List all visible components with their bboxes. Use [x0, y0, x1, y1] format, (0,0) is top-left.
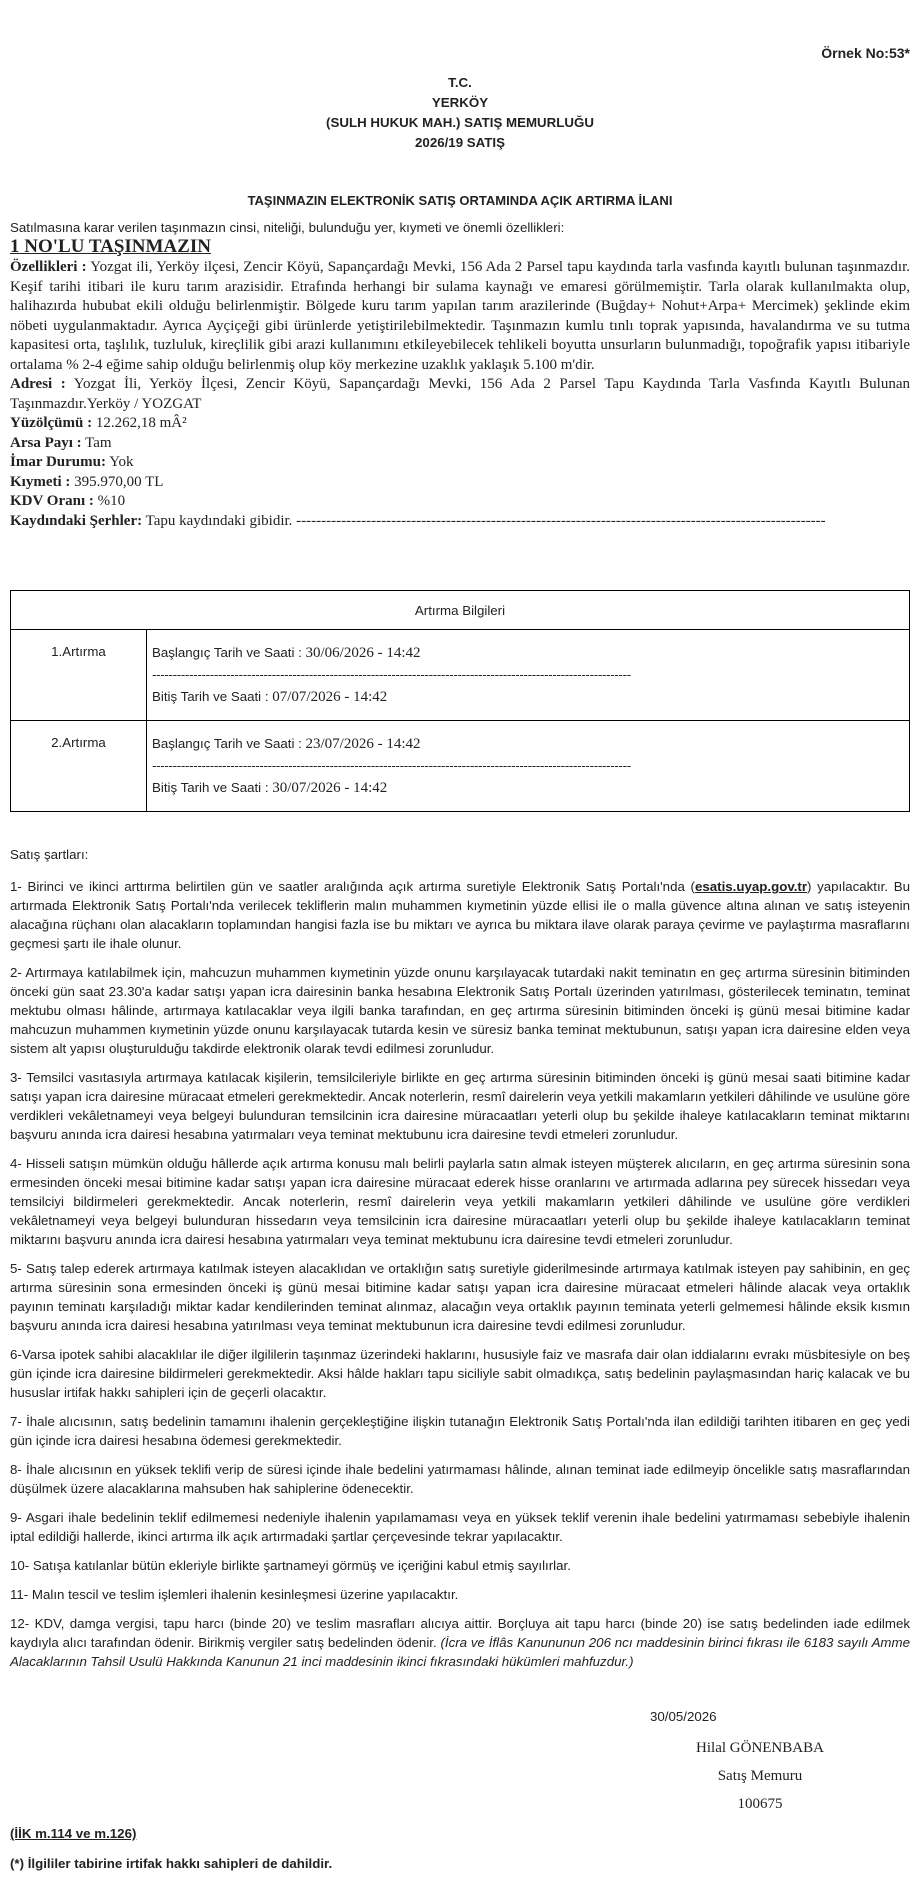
- condition-item: 10- Satışa katılanlar bütün ekleriyle birlikte şartnameyi görmüş ve içeriğini kabul etmiş sayılırlar.: [10, 1558, 571, 1573]
- condition-item: 1- Birinci ve ikinci arttırma belirtilen gün ve saatler aralığında açık artırma suretiyle Elektronik Satış Portalı'nda (esatis.uyap.gov.tr) yapılacaktır. Bu artırmada Elektronik Satış Portalı'nda verilecek tekliflerin malın muhammen kıymetinin yüzde ellisi ile o malla güvence altına alınan ve satış isteyenin alacağına rüçhanı olan alacakların toplamından hangisi fazla ise bu miktarı ve ayrıca bu miktara ilave olarak paraya çevirme ve paylaştırma masraflarını geçmesi şartı ile ihale olunur.: [10, 879, 910, 951]
- signature-number: 100675: [737, 1796, 783, 1812]
- property-ozellikler: Özellikleri : Yozgat ili, Yerköy ilçesi, Zencir Köyü, Sapançardağı Mevki, 156 Ada 2 Parsel tapu kaydında tarla vasfında kayıtlı bulunan taşınmazdır. Keşif tarihi itibari ile kuru tarım arazisidir. Etrafında herhangi bir sulama kaynağı ve emaresi görülmemiştir. Tarla olarak kullanılmakta olup, halihazırda hububat ekili olduğu belirlenmiştir. Bölgede kuru tarım yapılan tarım arazilerinde (Buğday+ Nohut+Arpa+ Mercimek) şeklinde ekim nöbeti uygulanmaktadır. Ayrıca Ayçiçeği gibi ürünlerde yetiştirilebilmektedir. Taşınmazın kumlu tınlı toprak yapısında, havalandırma ve su tutma kapasitesi orta, taşlılık, tuzluluk, kireçlilik gibi arazi kullanımını etkileyebilecek tehlikeli boyutta unsurların bulunmadığı, topoğrafik yapısı itibariyle ortalama % 2-4 eğime sahip olduğu belirlenmiş olup köy merkezine uzaklık yaklaşık 5.100 m'dir.: [10, 259, 911, 373]
- property-heading: 1 NO'LU TAŞINMAZIN: [10, 236, 211, 257]
- condition-item: 9- Asgari ihale bedelinin teklif edilmemesi nedeniyle ihalenin yapılamaması veya en yüksek teklif verenin ihale bedelini yatırmaması sebebiyle ihalenin iptal edildiği hallerde, ikinci artırma ilk açık artırmadaki şartlar çerçevesinde tekrar yapılacaktır.: [10, 1510, 910, 1544]
- intro-text: Satılmasına karar verilen taşınmazın cinsi, niteliği, bulunduğu yer, kıymeti ve önemli özellikleri:: [10, 220, 565, 235]
- table-row: [11, 630, 910, 721]
- signature-name: Hilal GÖNENBABA: [696, 1740, 824, 1756]
- ornek-no: Örnek No:53*: [821, 45, 910, 61]
- condition-item: 6-Varsa ipotek sahibi alacaklılar ile diğer ilgililerin taşınmaz üzerindeki haklarını, hususiyle faiz ve masrafa dair olan iddialarını evrakı müsbitesiyle on beş gün içinde icra dairesine bildirmeleri gerekmektedir. Aksi hâlde hakları tapu siciliyle sabit olmadıkça, satış bedelinin paylaşmasından hariç kalacak ve bu hususlar irtifak hakkı sahipleri için de geçerli olacaktır.: [10, 1347, 910, 1400]
- header-office: (SULH HUKUK MAH.) SATIŞ MEMURLUĞU: [326, 115, 594, 130]
- signature-title: Satış Memuru: [717, 1768, 803, 1784]
- artirma-label: 2.Artırma: [11, 721, 147, 812]
- property-serhler: Kaydındaki Şerhler: Tapu kaydındaki gibidir. ----------------------------------------------------------------------------------------------------------: [10, 512, 826, 529]
- conditions-title: Satış şartları:: [10, 847, 89, 862]
- property-kdv: KDV Oranı : %10: [10, 493, 126, 509]
- artirma-dates: Başlangıç Tarih ve Saati : 23/07/2026 - 14:42 -------------------------------------------------------------------------------------------------------------------- Bitiş Tarih ve Saati : 30/07/2026 - 14:42: [147, 721, 910, 812]
- condition-item: 7- İhale alıcısının, satış bedelinin tamamını ihalenin gerçekleştiğine ilişkin tutanağın Elektronik Satış Portalı'nda ilan edildiği tarihten itibaren en geç yedi gün içinde icra dairesi hesabına ödemesi gerekmektedir.: [10, 1414, 910, 1448]
- separator-line: --------------------------------------------------------------------------------------------------------------------: [152, 667, 631, 682]
- header-city: YERKÖY: [431, 95, 489, 110]
- condition-item: 11- Malın tescil ve teslim işlemleri ihalenin kesinleşmesi üzerine yapılacaktır.: [10, 1587, 459, 1602]
- property-arsa-payi: Arsa Payı : Tam: [10, 434, 112, 451]
- start-date: 30/06/2026 - 14:42: [305, 645, 421, 661]
- property-details: [10, 236, 910, 531]
- condition-item: 12- KDV, damga vergisi, tapu harcı (binde 20) ve teslim masrafları alıcıya aittir. Borçluya ait tapu harcı (binde 20) ise satış bedelinden iade edilmek kaydıyla alıcı tarafından ödenir. Birikmiş vergiler satış bedelinden ödenir. (İcra ve İflâs Kanununun 206 ncı maddesinin birinci fıkrası ile 6183 sayılı Amme Alacaklarının Tahsil Usulü Hakkında Kanunun 21 inci maddesinin ikinci fıkrasındaki hükümleri mahfuzdur.): [10, 1616, 910, 1669]
- start-date: 23/07/2026 - 14:42: [305, 736, 421, 752]
- end-date: 07/07/2026 - 14:42: [272, 689, 388, 705]
- property-yuzolcumu: Yüzölçümü : 12.262,18 mÂ²: [10, 415, 187, 431]
- header-file-no: 2026/19 SATIŞ: [415, 135, 505, 150]
- condition-item: 2- Artırmaya katılabilmek için, mahcuzun muhammen kıymetinin yüzde onunu karşılayacak tutardaki nakit teminatın en geç artırma süresinin bitiminden önceki gün saat 23.30'a kadar satışı yapan icra dairesinin banka hesabına Elektronik Satış Portalı üzerinden yatırılması, gösterilecek teminatın, teminat mektubu olması hâlinde, artırmaya katılacaklar veya ilgili banka tarafından, en geç artırma süresinin bitiminden önceki iş günü mesai bitimine kadar mahcuzun muhammen kıymetinin yüzde onunu karşılayacak tutarda kesin ve süresiz banka teminat mektubunun, satışı yapan icra dairesine elden veya sistem alt yapısı oluşturulduğu takdirde elektronik olarak tevdi edilmesi zorunludur.: [10, 965, 910, 1056]
- sale-conditions: [10, 845, 910, 1681]
- condition-item: 4- Hisseli satışın mümkün olduğu hâllerde açık artırma konusu malı belirli paylarla satın almak isteyen müşterek alıcıların, en geç artırma süresinin sona ermesinden önceki mesai bitimine kadar satışı yapan icra dairesine müracaat ederek hisse oranlarını ve artırmada adlarına pey sürecek hissedarı veya temsilciyi bildirmeleri gerekmektedir. Ancak noterlerin, resmî dairelerin veya yetkili makamların yetkileri dâhilinde ve usulüne göre verdikleri vekâletnameyi veya belgeyi bulunduran hissedarın veya temsilcinin icra dairesine müracaatları yeterli olup bu şekilde ihaleye katılacakların teminat miktarını başvuru anında icra dairesi hesabına yatırmaları veya teminat mektubunu icra dairesine tevdi etmeleri zorunludur.: [10, 1156, 910, 1247]
- footer-note: (*) İlgililer tabirine irtifak hakkı sahipleri de dahildir.: [10, 1856, 333, 1871]
- signature-block: [650, 1734, 870, 1818]
- header-tc: T.C.: [448, 75, 472, 90]
- property-adres: Adresi : Yozgat İli, Yerköy İlçesi, Zencir Köyü, Sapançardağı Mevki, 156 Ada 2 Parsel Tapu Kaydında Tarla Vasfında Kayıtlı Bulunan Taşınmazdır.Yerköy / YOZGAT: [10, 376, 910, 412]
- condition-item: 5- Satış talep ederek artırmaya katılmak isteyen alacaklıdan ve ortaklığın satış suretiyle giderilmesinde artırmaya katılmak isteyen pay sahibinin, en geç artırma süresinin sona ermesinden önceki iş günü mesai bitimine kadar satışı yapan icra dairesine müracaat etmeleri hâlinde alacak veya ortaklık payının teminatı karşıladığı miktar kadar kendilerinden teminat alınmaz, alacağın veya ortaklık payının teminata yeterli gelmemesi hâlinde eksik kısmın başvuru anında icra dairesi hesabına yatırılması veya teminat mektubunun icra dairesine tevdi edilmesi zorunludur.: [10, 1261, 910, 1333]
- artirma-table: [10, 590, 910, 812]
- property-imar: İmar Durumu: Yok: [10, 454, 134, 470]
- esatis-link[interactable]: esatis.uyap.gov.tr: [694, 879, 808, 894]
- separator-line: --------------------------------------------------------------------------------------------------------------------: [152, 758, 631, 773]
- condition-item: 3- Temsilci vasıtasıyla artırmaya katılacak kişilerin, temsilcileriyle birlikte en geç artırma süresinin bitiminden önceki iş günü mesai saati bitimine kadar satışı yapan icra dairesine müracaat etmeleri gerekmektedir. Ancak noterlerin, resmî dairelerin veya yetkili makamların yetkileri dâhilinde ve usulüne göre verdikleri vekâletnameyi veya belgeyi bulunduran temsilcinin icra dairesine müracaatları yeterli olup bu şekilde ihaleye katılacakların teminat miktarını başvuru anında icra dairesi hesabına yatırmaları veya teminat mektubunu icra dairesine tevdi etmeleri zorunludur.: [10, 1070, 910, 1142]
- ilan-title: TAŞINMAZIN ELEKTRONİK SATIŞ ORTAMINDA AÇIK ARTIRMA İLANI: [247, 193, 673, 208]
- artirma-label: 1.Artırma: [11, 630, 147, 721]
- artirma-table-title: Artırma Bilgileri: [11, 591, 910, 630]
- table-row: [11, 721, 910, 812]
- artirma-dates: Başlangıç Tarih ve Saati : 30/06/2026 - 14:42 -------------------------------------------------------------------------------------------------------------------- Bitiş Tarih ve Saati : 07/07/2026 - 14:42: [147, 630, 910, 721]
- footer-ref: (İİK m.114 ve m.126): [10, 1826, 137, 1841]
- property-kiymeti: Kıymeti : 395.970,00 TL: [10, 473, 164, 490]
- condition-item: 8- İhale alıcısının en yüksek teklifi verip de süresi içinde ihale bedelini yatırmaması hâlinde, alınan teminat iade edilmeyip öncelikle satış masraflarından düşülmek üzere alacaklarına mahsuben hak sahiplerine ödenecektir.: [10, 1462, 910, 1496]
- signature-date: 30/05/2026: [650, 1709, 717, 1724]
- end-date: 30/07/2026 - 14:42: [272, 780, 388, 796]
- document-header: [10, 73, 910, 153]
